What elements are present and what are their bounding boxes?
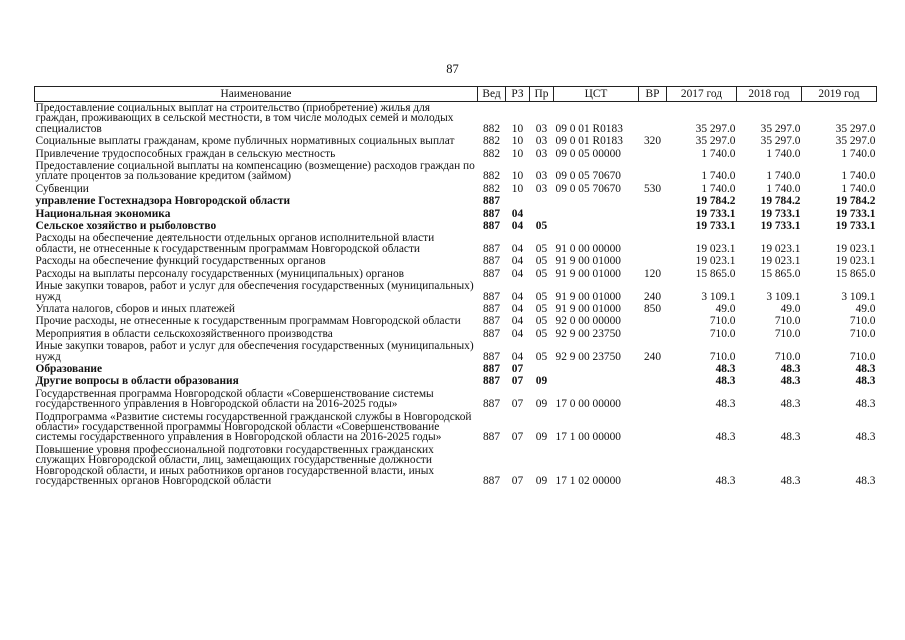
col-header-2017: 2017 год [667, 87, 737, 102]
cell-pr: 09 [535, 375, 548, 388]
cell-name: Национальная экономика [35, 207, 171, 220]
cell-2017: 48.3 [715, 398, 736, 411]
cell-2018: 1 740.0 [766, 147, 801, 160]
cell-2019: 49.0 [855, 302, 876, 315]
table-row [35, 363, 877, 375]
cell-rz: 10 [511, 170, 524, 183]
cell-cst [554, 208, 639, 220]
cell-cst [554, 363, 639, 375]
col-header-2019: 2019 год [802, 87, 877, 102]
cell-2018: 48.3 [780, 362, 801, 375]
cell-2017: 710.0 [709, 350, 736, 363]
table-row [35, 328, 877, 340]
cell-name: Субвенции [35, 182, 89, 195]
cell-pr: 09 [535, 431, 548, 444]
col-header-pr: Пр [530, 87, 554, 102]
cell-vr: 320 [643, 135, 662, 148]
cell-2017: 35 297.0 [695, 135, 736, 148]
cell-rz: 04 [511, 302, 524, 315]
col-header-ved: Вед [478, 87, 506, 102]
cell-2019: 48.3 [855, 362, 876, 375]
cell-2018: 48.3 [780, 375, 801, 388]
cell-ved: 887 [482, 315, 501, 328]
table-row [35, 411, 877, 444]
table-row [35, 303, 877, 315]
cell-ved: 882 [482, 122, 501, 135]
cell-cst: 09 0 05 70670 [555, 182, 621, 195]
cell-2019: 19 023.1 [835, 242, 876, 255]
cell-2017: 1 740.0 [701, 182, 736, 195]
cell-vr [639, 220, 667, 232]
cell-vr: 240 [643, 350, 662, 363]
cell-ved: 887 [482, 267, 501, 280]
table-row [35, 183, 877, 195]
cell-2017: 48.3 [715, 375, 736, 388]
cell-2018: 710.0 [774, 315, 801, 328]
cell-cst: 91 0 00 00000 [555, 242, 621, 255]
table-row [35, 135, 877, 147]
cell-2019: 19 023.1 [835, 255, 876, 268]
cell-vr [639, 255, 667, 267]
cell-vr: 240 [643, 290, 662, 303]
cell-pr: 05 [535, 220, 548, 233]
cell-rz: 07 [511, 431, 524, 444]
cell-2019: 19 733.1 [835, 207, 876, 220]
cell-2019: 1 740.0 [841, 170, 876, 183]
cell-rz: 04 [511, 242, 524, 255]
cell-pr: 05 [535, 350, 548, 363]
cell-name: Расходы на обеспечение функций государственных органов [35, 255, 326, 268]
cell-2018: 19 023.1 [760, 242, 801, 255]
cell-pr: 05 [535, 242, 548, 255]
col-header-name: Наименование [35, 87, 478, 102]
table-row [35, 375, 877, 387]
cell-cst: 09 0 05 70670 [555, 170, 621, 183]
cell-name: Уплата налогов, сборов и иных платежей [35, 302, 235, 315]
cell-ved: 887 [482, 398, 501, 411]
cell-rz: 04 [511, 350, 524, 363]
cell-ved: 887 [482, 290, 501, 303]
cell-2019: 35 297.0 [835, 122, 876, 135]
cell-2019: 710.0 [849, 315, 876, 328]
cell-name: Подпрограмма «Развитие системы государственной гражданской службы в Новгородской области» государственной программы Новгородской области «Совершенствование системы государственного управления в Новгородской области на 2016-2025 годы» [35, 410, 472, 444]
cell-rz: 04 [511, 267, 524, 280]
cell-name: Социальные выплаты гражданам, кроме публичных нормативных социальных выплат [35, 135, 455, 148]
cell-cst: 17 1 02 00000 [555, 475, 621, 487]
cell-2018: 19 733.1 [760, 207, 801, 220]
cell-2019: 1 740.0 [841, 147, 876, 160]
cell-cst [554, 220, 639, 232]
cell-vr: 850 [643, 302, 662, 315]
cell-pr [530, 363, 554, 375]
table-header-row [35, 87, 877, 102]
cell-2019: 710.0 [849, 327, 876, 340]
cell-rz: 07 [511, 398, 524, 411]
cell-2018: 48.3 [780, 431, 801, 444]
cell-2017: 710.0 [709, 327, 736, 340]
col-header-vr: ВР [639, 87, 667, 102]
cell-ved: 882 [482, 147, 501, 160]
cell-pr: 03 [535, 182, 548, 195]
cell-name: Образование [35, 362, 103, 375]
cell-2017: 48.3 [715, 362, 736, 375]
cell-pr [530, 195, 554, 207]
cell-cst: 09 0 01 R0183 [555, 135, 623, 148]
cell-2019: 48.3 [855, 475, 876, 487]
cell-name: Прочие расходы, не отнесенные к государственным программам Новгородской области [35, 315, 461, 328]
cell-2018: 35 297.0 [760, 135, 801, 148]
cell-ved: 887 [482, 475, 501, 487]
cell-2019: 3 109.1 [841, 290, 876, 303]
cell-cst: 09 0 01 R0183 [555, 122, 623, 135]
cell-vr [639, 444, 667, 488]
cell-pr: 03 [535, 170, 548, 183]
table-row [35, 388, 877, 411]
cell-pr: 05 [535, 290, 548, 303]
cell-pr: 03 [535, 135, 548, 148]
cell-name: Иные закупки товаров, работ и услуг для обеспечения государственных (муниципальных) нужд [35, 280, 474, 303]
cell-vr [639, 148, 667, 160]
cell-rz: 07 [511, 475, 524, 487]
cell-vr [639, 232, 667, 255]
table-row [35, 208, 877, 220]
cell-2017: 19 733.1 [695, 220, 736, 233]
cell-ved: 887 [482, 255, 501, 268]
cell-pr: 09 [535, 475, 548, 487]
table-row [35, 220, 877, 232]
cell-2017: 1 740.0 [701, 147, 736, 160]
cell-2018: 710.0 [774, 350, 801, 363]
cell-ved: 887 [482, 220, 501, 233]
cell-2017: 710.0 [709, 315, 736, 328]
cell-2019: 710.0 [849, 350, 876, 363]
cell-2017: 19 733.1 [695, 207, 736, 220]
cell-2019: 1 740.0 [841, 182, 876, 195]
cell-2017: 19 023.1 [695, 255, 736, 268]
cell-name: Другие вопросы в области образования [35, 375, 239, 388]
cell-2018: 19 023.1 [760, 255, 801, 268]
cell-cst: 17 0 00 00000 [555, 398, 621, 411]
cell-cst: 91 9 00 01000 [555, 267, 621, 280]
table-row [35, 315, 877, 327]
table-row [35, 160, 877, 183]
cell-name: Предоставление социальной выплаты на компенсацию (возмещение) расходов граждан по уплате процентов за пользование кредитом (займом) [35, 160, 475, 183]
cell-name: Сельское хозяйство и рыболовство [35, 220, 217, 233]
table-row [35, 268, 877, 280]
cell-ved: 887 [482, 431, 501, 444]
cell-rz: 04 [511, 315, 524, 328]
cell-vr: 530 [643, 182, 662, 195]
cell-2018: 1 740.0 [766, 182, 801, 195]
cell-2018: 710.0 [774, 327, 801, 340]
cell-cst [554, 375, 639, 387]
cell-cst: 92 9 00 23750 [555, 327, 621, 340]
cell-rz [506, 195, 530, 207]
cell-name: управление Гостехнадзора Новгородской области [35, 195, 291, 208]
cell-2017: 19 023.1 [695, 242, 736, 255]
cell-ved: 882 [482, 170, 501, 183]
cell-name: Иные закупки товаров, работ и услуг для обеспечения государственных (муниципальных) нужд [35, 340, 474, 363]
table-row [35, 148, 877, 160]
cell-rz: 10 [511, 182, 524, 195]
table-row [35, 195, 877, 207]
cell-ved: 887 [482, 327, 501, 340]
cell-cst [554, 195, 639, 207]
cell-name: Расходы на выплаты персоналу государственных (муниципальных) органов [35, 267, 405, 280]
cell-2019: 15 865.0 [835, 267, 876, 280]
cell-2018: 19 733.1 [760, 220, 801, 233]
cell-2017: 3 109.1 [701, 290, 736, 303]
cell-pr: 03 [535, 147, 548, 160]
cell-vr [639, 160, 667, 183]
cell-pr: 05 [535, 327, 548, 340]
cell-pr: 05 [535, 267, 548, 280]
cell-2017: 48.3 [715, 475, 736, 487]
cell-name: Мероприятия в области сельскохозяйственного производства [35, 327, 333, 340]
page-number: 87 [446, 62, 459, 76]
cell-ved: 882 [482, 182, 501, 195]
cell-2019: 19 784.2 [835, 195, 876, 208]
table-row [35, 340, 877, 363]
cell-vr [639, 315, 667, 327]
cell-ved: 887 [482, 375, 501, 388]
cell-2018: 35 297.0 [760, 122, 801, 135]
cell-pr [530, 208, 554, 220]
cell-2017: 1 740.0 [701, 170, 736, 183]
cell-ved: 887 [482, 195, 501, 208]
cell-vr: 120 [643, 267, 662, 280]
cell-ved: 887 [482, 362, 501, 375]
cell-vr [639, 411, 667, 444]
cell-2019: 48.3 [855, 431, 876, 444]
cell-name: Привлечение трудоспособных граждан в сельскую местность [35, 147, 336, 160]
cell-rz: 04 [511, 255, 524, 268]
cell-rz: 04 [511, 220, 524, 233]
cell-2019: 48.3 [855, 375, 876, 388]
cell-name: Повышение уровня профессиональной подготовки государственных гражданских служащих Новгородской области, лиц, замещающих государственные должности Новгородской области, и иных работников органов государственной власти, иных государственных органов Новгородской области [35, 443, 435, 487]
cell-rz: 07 [511, 375, 524, 388]
cell-cst: 92 0 00 00000 [555, 315, 621, 328]
cell-ved: 887 [482, 302, 501, 315]
cell-name: Предоставление социальных выплат на строительство (приобретение) жилья для граждан, проживающих в сельской местности, в том числе молодых семей и молодых специалистов [35, 102, 454, 135]
cell-2018: 15 865.0 [760, 267, 801, 280]
cell-ved: 887 [482, 242, 501, 255]
cell-ved: 887 [482, 350, 501, 363]
cell-pr: 09 [535, 398, 548, 411]
table-row [35, 102, 877, 136]
col-header-cst: ЦСТ [554, 87, 639, 102]
cell-ved: 882 [482, 135, 501, 148]
cell-2017: 35 297.0 [695, 122, 736, 135]
cell-2018: 1 740.0 [766, 170, 801, 183]
cell-vr [639, 363, 667, 375]
cell-pr: 05 [535, 255, 548, 268]
cell-2018: 48.3 [780, 475, 801, 487]
cell-name: Расходы на обеспечение деятельности отдельных органов исполнительной власти области, не отнесенные к государственным программам Новгородской области [35, 232, 435, 255]
cell-pr: 05 [535, 302, 548, 315]
cell-rz: 07 [511, 362, 524, 375]
cell-2018: 3 109.1 [766, 290, 801, 303]
cell-cst: 09 0 05 00000 [555, 147, 621, 160]
cell-ved: 887 [482, 207, 501, 220]
cell-2017: 48.3 [715, 431, 736, 444]
cell-2019: 48.3 [855, 398, 876, 411]
cell-vr [639, 102, 667, 136]
cell-name: Государственная программа Новгородской области «Совершенствование системы государственного управления в Новгородской области на 2016-2025 годы» [35, 387, 434, 411]
cell-2017: 19 784.2 [695, 195, 736, 208]
cell-cst: 91 9 00 01000 [555, 302, 621, 315]
cell-cst: 91 9 00 01000 [555, 290, 621, 303]
cell-2017: 49.0 [715, 302, 736, 315]
cell-rz: 10 [511, 135, 524, 148]
cell-vr [639, 208, 667, 220]
cell-rz: 10 [511, 122, 524, 135]
cell-pr: 03 [535, 122, 548, 135]
cell-vr [639, 328, 667, 340]
cell-vr [639, 388, 667, 411]
cell-rz: 04 [511, 327, 524, 340]
table-row [35, 444, 877, 488]
col-header-rz: РЗ [506, 87, 530, 102]
cell-2018: 48.3 [780, 398, 801, 411]
cell-cst: 92 9 00 23750 [555, 350, 621, 363]
cell-cst: 17 1 00 00000 [555, 431, 621, 444]
cell-2017: 15 865.0 [695, 267, 736, 280]
table-row [35, 280, 877, 303]
cell-rz: 10 [511, 147, 524, 160]
cell-2018: 49.0 [780, 302, 801, 315]
cell-vr [639, 375, 667, 387]
cell-rz: 04 [511, 207, 524, 220]
cell-2019: 35 297.0 [835, 135, 876, 148]
cell-cst: 91 9 00 01000 [555, 255, 621, 268]
cell-2018: 19 784.2 [760, 195, 801, 208]
table-row [35, 255, 877, 267]
cell-vr [639, 195, 667, 207]
col-header-2018: 2018 год [737, 87, 802, 102]
table-body [35, 102, 877, 488]
budget-table [34, 86, 877, 487]
cell-pr: 05 [535, 315, 548, 328]
cell-rz: 04 [511, 290, 524, 303]
table-row [35, 232, 877, 255]
cell-2019: 19 733.1 [835, 220, 876, 233]
